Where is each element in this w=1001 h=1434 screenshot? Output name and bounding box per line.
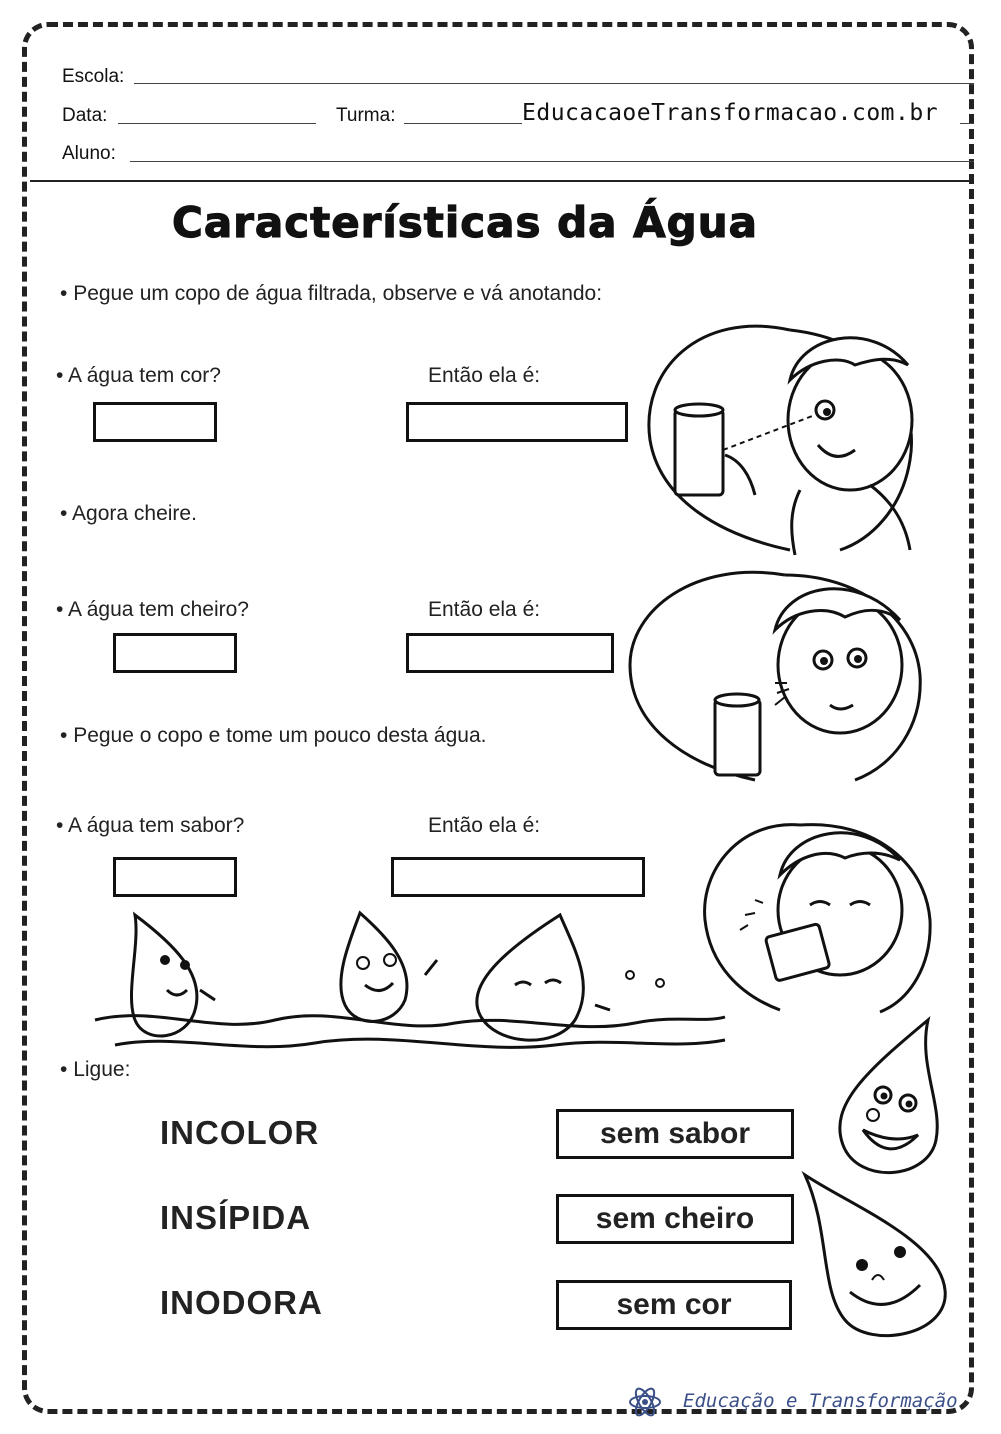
answer-box-taste[interactable] — [113, 857, 237, 897]
smiling-drop-illustration — [800, 1170, 950, 1350]
match-word-insipida[interactable]: INSÍPIDA — [160, 1199, 312, 1236]
match-option-sem-sabor[interactable]: sem sabor — [556, 1109, 794, 1159]
class-field-end — [960, 123, 974, 124]
school-field[interactable] — [134, 83, 974, 84]
bullet-icon: • — [60, 1058, 74, 1081]
then-smell-label: Então ela é: — [428, 598, 541, 621]
answer-box-smell[interactable] — [113, 633, 237, 673]
match-word-incolor[interactable]: INCOLOR — [160, 1114, 320, 1151]
school-label: Escola: — [62, 66, 125, 87]
question-smell — [56, 598, 249, 622]
instruction-taste-text: Pegue o copo e tome um pouco desta água. — [73, 724, 487, 747]
match-word-inodora[interactable]: INODORA — [160, 1284, 323, 1321]
atom-icon — [628, 1386, 662, 1418]
date-label: Data: — [62, 105, 108, 126]
instruction-smell — [60, 502, 197, 526]
question-color-text: A água tem cor? — [68, 364, 221, 387]
question-taste — [56, 814, 244, 838]
match-option-sem-cor[interactable]: sem cor — [556, 1280, 792, 1330]
match-label-text: Ligue: — [73, 1058, 131, 1081]
answer-box-taste-result[interactable] — [391, 857, 645, 897]
instruction-intro — [60, 282, 602, 306]
answer-box-color[interactable] — [93, 402, 217, 442]
class-label: Turma: — [336, 105, 396, 126]
instruction-smell-text: Agora cheire. — [72, 502, 197, 525]
boy-smelling-illustration — [625, 565, 935, 785]
boy-drinking-illustration — [700, 800, 940, 1020]
happy-drop-illustration — [818, 1015, 948, 1190]
bullet-icon: • — [60, 502, 73, 525]
question-smell-text: A água tem cheiro? — [68, 598, 249, 621]
student-label: Aluno: — [62, 143, 116, 164]
then-color-label: Então ela é: — [428, 364, 541, 387]
match-option-sem-cheiro[interactable]: sem cheiro — [556, 1194, 794, 1244]
instruction-intro-text: Pegue um copo de água filtrada, observe e vá anotando: — [73, 282, 603, 305]
footer-brand: Educação e Transformação — [683, 1390, 958, 1412]
instruction-taste — [60, 724, 486, 748]
website-text: EducacaoeTransformacao.com.br — [522, 100, 939, 126]
page-title: Características da Água — [172, 198, 758, 247]
header-divider — [30, 180, 974, 182]
bullet-icon: • — [56, 598, 69, 621]
match-label — [60, 1058, 130, 1082]
bullet-icon: • — [56, 814, 69, 837]
bullet-icon: • — [56, 364, 69, 387]
boy-looking-illustration — [640, 310, 940, 560]
then-taste-label: Então ela é: — [428, 814, 541, 837]
answer-box-color-result[interactable] — [406, 402, 628, 442]
question-color — [56, 364, 221, 388]
answer-box-smell-result[interactable] — [406, 633, 614, 673]
bullet-icon: • — [60, 282, 74, 305]
class-field[interactable] — [404, 123, 522, 124]
question-taste-text: A água tem sabor? — [68, 814, 245, 837]
bullet-icon: • — [60, 724, 74, 747]
date-field[interactable] — [118, 123, 316, 124]
water-drops-illustration — [95, 905, 735, 1070]
student-field[interactable] — [130, 161, 974, 162]
